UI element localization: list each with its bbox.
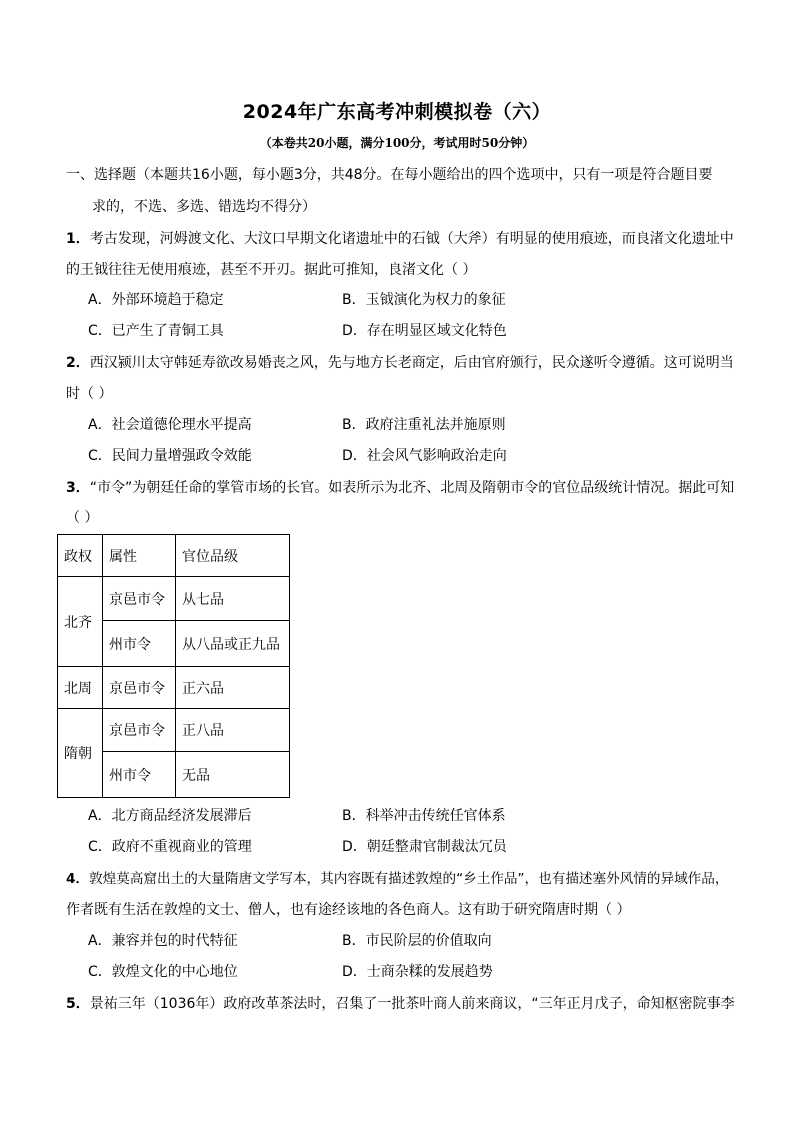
table-cell: 正六品	[176, 667, 290, 709]
table-row	[58, 709, 290, 752]
table-cell: 无品	[176, 752, 290, 798]
table-cell: 州市令	[103, 621, 176, 667]
question-1-option-b: B．玉钺演化为权力的象征	[342, 292, 506, 308]
question-number: 3．	[66, 480, 90, 496]
question-1-line2: 的王钺往往无使用痕迹，甚至不开刃。据此可推知，良渚文化（ ）	[66, 262, 477, 278]
question-3-line1: 3．“市令”为朝廷任命的掌管市场的长官。如表所示为北齐、北周及隋朝市令的官位品级统计情况。据此可知	[66, 480, 735, 496]
section-heading-line2: 求的，不选、多选、错选均不得分）	[92, 199, 316, 215]
exam-title: 2024年广东高考冲刺模拟卷（六）	[242, 101, 552, 123]
question-3-line2: （ ）	[66, 510, 99, 526]
question-2-option-d: D．社会风气影响政治走向	[342, 448, 507, 464]
table-header-cell: 官位品级	[176, 535, 290, 577]
question-1-option-d: D．存在明显区域文化特色	[342, 323, 507, 339]
question-3-option-a: A．北方商品经济发展滞后	[88, 808, 252, 824]
table-row	[58, 667, 290, 709]
section-heading-line1: 一、选择题（本题共16小题，每小题3分，共48分。在每小题给出的四个选项中，只有一项是符合题目要	[66, 167, 713, 183]
table-header-cell: 属性	[103, 535, 176, 577]
question-3-option-b: B．科举冲击传统任官体系	[342, 808, 506, 824]
table-regime-cell: 北齐	[58, 577, 103, 667]
question-3-option-c: C．政府不重视商业的管理	[88, 839, 252, 855]
question-number: 1．	[66, 231, 90, 247]
table-cell: 京邑市令	[103, 577, 176, 621]
question-4-line1: 4．敦煌莫高窟出土的大量隋唐文学写本，其内容既有描述敦煌的“乡土作品”，也有描述塞外风情的异域作品，	[66, 871, 729, 887]
table-cell: 正八品	[176, 709, 290, 752]
question-2-line2: 时（ ）	[66, 386, 113, 402]
table-header-cell: 政权	[58, 535, 103, 577]
question-2-option-a: A．社会道德伦理水平提高	[88, 417, 252, 433]
question-4-option-b: B．市民阶层的价值取向	[342, 933, 492, 949]
question-2-line1: 2．西汉颍川太守韩延寿欲改易婚丧之风，先与地方长老商定，后由官府颁行，民众遂听令遵循。这可说明当	[66, 355, 734, 371]
table-cell: 从八品或正九品	[176, 621, 290, 667]
question-4-option-d: D．士商杂糅的发展趋势	[342, 964, 493, 980]
question-number: 4．	[66, 871, 90, 887]
exam-subtitle: （本卷共20小题，满分100分，考试用时50分钟）	[259, 136, 535, 150]
question-number: 2．	[66, 355, 90, 371]
table-regime-cell: 隋朝	[58, 709, 103, 798]
question-4-option-c: C．敦煌文化的中心地位	[88, 964, 238, 980]
market-official-table	[57, 534, 290, 798]
question-2-option-c: C．民间力量增强政令效能	[88, 448, 252, 464]
question-1-line1: 1．考古发现，河姆渡文化、大汶口早期文化诸遗址中的石钺（大斧）有明显的使用痕迹，而良渚文化遗址中	[66, 231, 734, 247]
table-cell: 京邑市令	[103, 667, 176, 709]
table-header-row	[58, 535, 290, 577]
question-4-line2: 作者既有生活在敦煌的文士、僧人，也有途经该地的各色商人。这有助于研究隋唐时期（ ）	[66, 902, 631, 918]
table-cell: 从七品	[176, 577, 290, 621]
question-1-option-a: A．外部环境趋于稳定	[88, 292, 224, 308]
question-4-option-a: A．兼容并包的时代特征	[88, 933, 238, 949]
table-row	[58, 577, 290, 621]
table-regime-cell: 北周	[58, 667, 103, 709]
question-5-line1: 5．景祐三年（1036年）政府改革茶法时，召集了一批茶叶商人前来商议，“三年正月戊子，命知枢密院事李	[66, 996, 735, 1012]
question-2-option-b: B．政府注重礼法并施原则	[342, 417, 506, 433]
table-cell: 州市令	[103, 752, 176, 798]
question-number: 5．	[66, 996, 90, 1012]
question-3-option-d: D．朝廷整肃官制裁汰冗员	[342, 839, 507, 855]
table-cell: 京邑市令	[103, 709, 176, 752]
question-1-option-c: C．已产生了青铜工具	[88, 323, 224, 339]
